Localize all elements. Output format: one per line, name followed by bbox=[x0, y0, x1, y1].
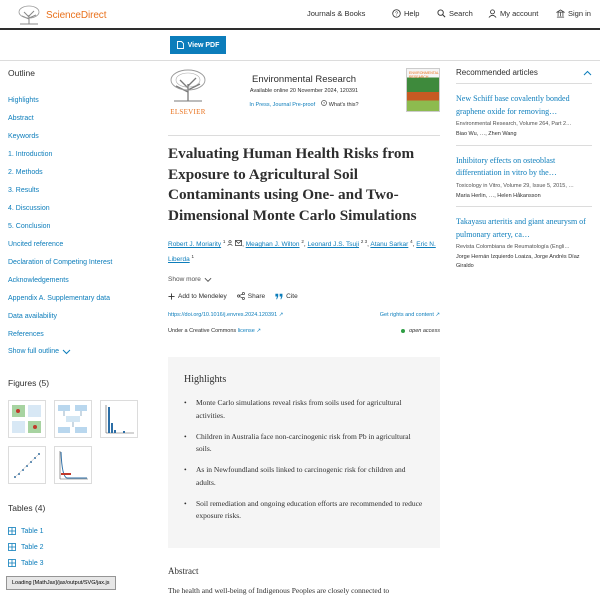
rights-text: Get rights and content bbox=[379, 312, 434, 319]
author-link[interactable] bbox=[246, 241, 304, 248]
journals-books-link[interactable] bbox=[307, 9, 365, 18]
outline-item[interactable]: 4. Discussion bbox=[8, 205, 50, 212]
tables-heading: Tables (4) bbox=[8, 503, 46, 513]
figure-thumbnail-2[interactable] bbox=[54, 400, 92, 438]
article-actions bbox=[168, 292, 440, 300]
outline-item[interactable]: Uncited reference bbox=[8, 241, 64, 248]
author-affiliation: 4 bbox=[410, 239, 413, 244]
show-full-outline-button[interactable] bbox=[8, 348, 148, 355]
my-account-label: My account bbox=[500, 9, 539, 18]
recommended-header bbox=[456, 68, 592, 83]
open-access-label: open access bbox=[409, 328, 440, 335]
plus-icon bbox=[168, 293, 175, 300]
recommended-article-authors: Maria Herlin, …, Helen Håkansson bbox=[456, 192, 541, 199]
recommended-article bbox=[456, 206, 592, 276]
whats-this-link[interactable]: What's this? bbox=[328, 102, 359, 108]
show-more-label: Show more bbox=[168, 276, 201, 284]
scatter-figure-image bbox=[9, 447, 45, 483]
publisher-name: ELSEVIER bbox=[170, 108, 206, 116]
highlights-heading: Highlights bbox=[184, 374, 227, 385]
outline-item[interactable]: 5. Conclusion bbox=[8, 223, 51, 230]
doi-text: https://doi.org/10.1016/j.envres.2024.120391 bbox=[168, 312, 278, 319]
elsevier-tree-icon bbox=[16, 5, 42, 25]
help-link[interactable] bbox=[392, 9, 419, 18]
table-link-label: Table 1 bbox=[21, 527, 44, 535]
share-icon bbox=[237, 292, 245, 300]
outline-item[interactable]: 3. Results bbox=[8, 187, 40, 194]
distribution-figure-image bbox=[55, 447, 91, 483]
table-icon bbox=[8, 527, 16, 535]
recommended-article bbox=[456, 145, 592, 207]
highlight-item: • As in Newfoundland soils linked to carcinogenic risk for children and adults. bbox=[184, 464, 424, 489]
recommended-article-title[interactable]: New Schiff base covalently bonded graphene oxide for removing… bbox=[456, 94, 570, 116]
recommended-article-title[interactable]: Takayasu arteritis and giant aneurysm of pulmonary artery, ca… bbox=[456, 217, 586, 239]
table-icon bbox=[8, 559, 16, 567]
author-affiliation: 2 bbox=[301, 239, 304, 244]
chevron-down-icon bbox=[204, 277, 212, 283]
divider bbox=[0, 60, 600, 61]
recommended-list bbox=[456, 83, 592, 276]
sign-in-label: Sign in bbox=[568, 9, 591, 18]
author-name: Meaghan J. Wilton bbox=[245, 241, 300, 249]
figure-thumbnail-5[interactable] bbox=[54, 446, 92, 484]
outline-heading: Outline bbox=[8, 68, 35, 78]
license-row bbox=[168, 328, 440, 334]
journals-books-label: Journals & Books bbox=[307, 9, 366, 18]
highlights-list bbox=[184, 397, 424, 523]
highlight-item: • Monte Carlo simulations reveal risks from soils used for agricultural activities. bbox=[184, 397, 424, 422]
help-label: Help bbox=[404, 9, 420, 18]
author-name: Eric N. Liberda bbox=[168, 241, 436, 264]
sciencedirect-logo[interactable] bbox=[16, 5, 106, 25]
highlight-item: • Soil remediation and ongoing education efforts are recommended to reduce exposure risks. bbox=[184, 498, 424, 523]
journal-status-row bbox=[218, 100, 390, 108]
outline-item[interactable]: 2. Methods bbox=[8, 169, 43, 176]
highlight-item: • Children in Australia face non-carcinogenic risk from Pb in agricultural soils. bbox=[184, 431, 424, 456]
brand-name: ScienceDirect bbox=[46, 9, 107, 21]
cite-label: Cite bbox=[286, 292, 298, 300]
article-title: Evaluating Human Health Risks from Exposure to Agricultural Soil Contaminants using One- and Two-Dimensional Monte Carlo Simulations bbox=[168, 145, 417, 224]
author-link[interactable] bbox=[168, 241, 225, 248]
outline-item[interactable]: Keywords bbox=[8, 133, 39, 140]
map-figure-image bbox=[9, 401, 45, 437]
table-link-label: Table 2 bbox=[21, 543, 44, 551]
pdf-file-icon bbox=[177, 41, 184, 49]
outline-item[interactable]: Acknowledgements bbox=[8, 277, 69, 284]
share-label: Share bbox=[247, 292, 266, 300]
journal-availability: Available online 20 November 2024, 120391 bbox=[249, 88, 359, 94]
rights-link[interactable]: Get rights and content ↗ bbox=[379, 312, 440, 319]
top-navigation-bar bbox=[0, 0, 600, 30]
recommended-article-authors: Biao Wu, …, Zhen Wang bbox=[456, 131, 517, 137]
abstract-heading: Abstract bbox=[168, 566, 199, 576]
pre-proof-link[interactable]: In Press, Journal Pre-proof bbox=[249, 102, 316, 108]
search-icon bbox=[437, 9, 446, 18]
chevron-down-icon bbox=[62, 349, 71, 355]
cite-button[interactable] bbox=[275, 292, 298, 300]
share-button[interactable] bbox=[237, 292, 265, 300]
table-link-label: Table 3 bbox=[21, 559, 44, 567]
help-icon bbox=[392, 9, 401, 18]
outline-item[interactable]: Abstract bbox=[8, 115, 34, 122]
author-list: Robert J. Moriarity $^1$ , Meaghan J. Wilton $^2$, Leonard J.S. Tsuji $^{2 3}$, Atanu Sarkar $^4$, Eric N. Liberda $^1$ bbox=[168, 239, 436, 264]
table-link[interactable] bbox=[8, 559, 44, 567]
journal-cover-title: ENVIRONMENTAL RESEARCH bbox=[409, 71, 439, 79]
highlights-box bbox=[168, 357, 440, 548]
outline-item[interactable]: Highlights bbox=[8, 97, 39, 104]
search-label: Search bbox=[449, 9, 473, 18]
svg-text:?: ? bbox=[395, 11, 398, 18]
recommended-panel bbox=[456, 68, 592, 276]
author-affiliation: 2 3 bbox=[360, 239, 368, 244]
author-affiliation: 1 bbox=[191, 254, 195, 260]
recommended-article-source: Toxicology in Vitro, Volume 29, Issue 5, 2015, … bbox=[456, 182, 574, 189]
license-link[interactable]: license bbox=[237, 328, 255, 335]
table-icon bbox=[8, 543, 16, 551]
doi-link[interactable]: https://doi.org/10.1016/j.envres.2024.120391 ↗ bbox=[168, 312, 284, 319]
person-icon bbox=[227, 240, 233, 246]
add-to-mendeley-button[interactable] bbox=[168, 292, 227, 300]
user-icon bbox=[488, 9, 497, 18]
outline-item[interactable]: Data availability bbox=[8, 313, 58, 320]
open-access-badge bbox=[401, 328, 440, 334]
recommended-article-authors: Jorge Hernán Izquierdo Loaiza, Jorge Andrés Díaz Giraldo bbox=[456, 254, 580, 269]
recommended-heading: Recommended articles bbox=[456, 68, 538, 77]
quote-icon bbox=[275, 293, 283, 300]
open-access-dot-icon bbox=[401, 329, 405, 333]
outline-item[interactable]: 1. Introduction bbox=[8, 151, 53, 158]
outline-item[interactable]: Appendix A. Supplementary data bbox=[8, 295, 110, 302]
outline-list bbox=[8, 92, 148, 344]
flowchart-figure-image bbox=[55, 401, 91, 437]
show-more-button[interactable] bbox=[168, 276, 440, 283]
svg-text:?: ? bbox=[323, 100, 326, 106]
outline-item[interactable]: Declaration of Competing Interest bbox=[8, 259, 113, 266]
recommended-article bbox=[456, 83, 592, 145]
author-name: Robert J. Moriarity bbox=[168, 241, 222, 249]
histogram-figure-image bbox=[101, 401, 137, 437]
doi-row bbox=[168, 312, 440, 318]
license-prefix: Under a Creative Commons bbox=[168, 328, 237, 335]
table-link[interactable] bbox=[8, 527, 44, 535]
email-icon bbox=[235, 240, 242, 246]
elsevier-logo[interactable] bbox=[168, 68, 208, 116]
figure-thumbnail-1[interactable] bbox=[8, 400, 46, 438]
corresponding-author-icons[interactable] bbox=[222, 239, 242, 248]
recommended-article-title[interactable]: Inhibitory effects on osteoblast differentiation in vitro by the… bbox=[456, 155, 557, 177]
institution-icon bbox=[556, 9, 565, 18]
author-link[interactable] bbox=[370, 241, 412, 248]
article-main bbox=[168, 66, 440, 334]
figure-thumbnail-3[interactable] bbox=[100, 400, 138, 438]
table-link[interactable] bbox=[8, 543, 44, 551]
figure-thumbnail-4[interactable] bbox=[8, 446, 46, 484]
license-statement bbox=[168, 328, 261, 334]
chevron-up-icon[interactable] bbox=[583, 70, 592, 76]
view-pdf-label: View PDF bbox=[187, 41, 220, 49]
author-affiliation: 1 bbox=[222, 239, 226, 244]
question-icon bbox=[321, 100, 327, 106]
author-name: Leonard J.S. Tsuji bbox=[307, 241, 360, 249]
author-link[interactable] bbox=[307, 241, 367, 248]
external-link-icon: ↗ bbox=[256, 328, 261, 335]
elsevier-tree-icon bbox=[168, 68, 208, 102]
add-to-mendeley-label: Add to Mendeley bbox=[178, 292, 227, 300]
recommended-article-source: Environmental Research, Volume 264, Part 2… bbox=[456, 121, 572, 127]
view-pdf-button[interactable] bbox=[170, 36, 226, 54]
recommended-article-source: Revista Colombiana de Reumatología (Engli… bbox=[456, 244, 570, 250]
figures-heading: Figures (5) bbox=[8, 378, 50, 388]
journal-name-link[interactable]: Environmental Research bbox=[251, 74, 357, 85]
show-full-outline-label: Show full outline bbox=[8, 348, 59, 355]
mathjax-loading-status: Loading [MathJax]/jax/output/SVG/jax.js bbox=[6, 576, 116, 590]
my-account-link[interactable] bbox=[488, 9, 538, 18]
outline-panel bbox=[8, 68, 148, 355]
sign-in-link[interactable] bbox=[556, 9, 591, 18]
author-name: Atanu Sarkar bbox=[370, 241, 409, 249]
journal-cover-image[interactable] bbox=[406, 68, 440, 112]
abstract-text: The health and well-being of Indigenous Peoples are closely connected to bbox=[168, 586, 390, 595]
outline-item[interactable]: References bbox=[8, 331, 44, 338]
journal-header bbox=[168, 66, 440, 136]
search-link[interactable] bbox=[437, 9, 473, 18]
